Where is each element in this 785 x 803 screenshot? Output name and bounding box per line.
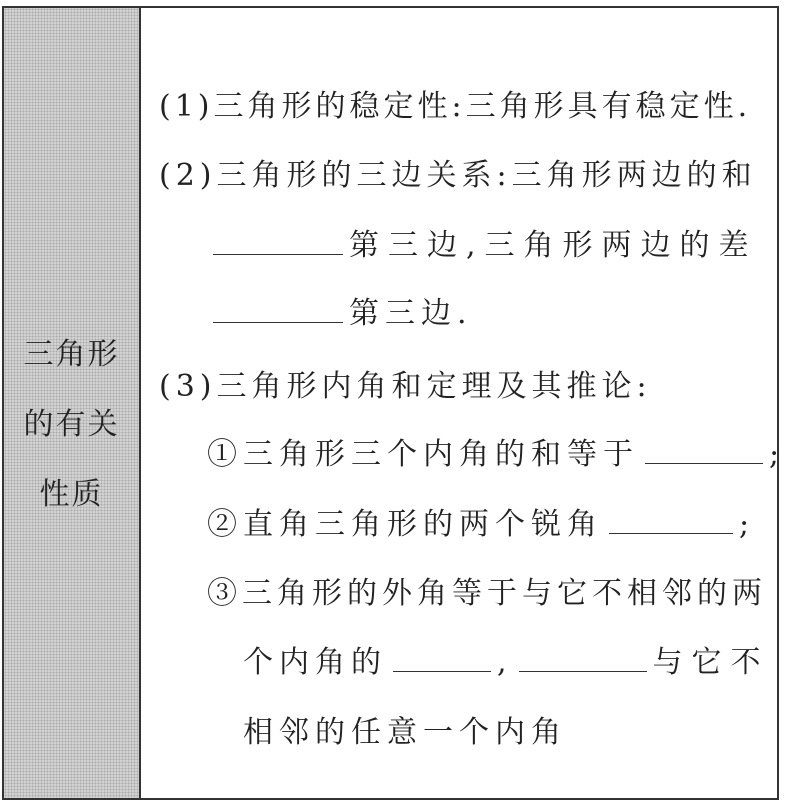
item-stability: (1)三角形的稳定性:三角形具有稳定性. [159,89,752,124]
corollary-1-end: ; [769,437,785,472]
blank-acute-angles[interactable] [609,503,733,534]
item-side-relation: (2)三角形的三边关系:三角形两边的和 [159,158,757,193]
corollary-1-text: ①三角形三个内角的和等于 [207,437,639,472]
corollary-2 [207,499,755,543]
corollary-3-line3: 相邻的任意一个内角 [243,715,567,750]
blank-angle-sum[interactable] [645,433,763,464]
content-cell [141,8,785,798]
category-label-line2: 的有关 [23,407,120,442]
property-table [2,6,785,800]
item-side-relation-text2: 第三边,三角形两边的差 [349,228,758,263]
blank-exterior-sum[interactable] [393,641,491,672]
item-side-relation-line3 [213,288,473,332]
category-label [4,320,139,530]
category-label-line1: 三角形 [23,337,120,372]
blank-exterior-compare[interactable] [519,641,647,672]
item-side-relation-line2 [213,220,758,264]
corollary-3-comma: , [497,645,513,680]
corollary-3: ③三角形的外角等于与它不相邻的两 [207,576,767,611]
category-label-line3: 性质 [39,477,104,512]
item-angle-sum-theorem: (3)三角形内角和定理及其推论: [159,369,652,404]
item-side-relation-text3: 第三边. [349,296,473,331]
corollary-1 [207,429,785,473]
corollary-3-text3: 与它不 [652,645,770,680]
corollary-2-text: ②直角三角形的两个锐角 [207,507,603,542]
blank-difference[interactable] [213,292,343,323]
corollary-3-text2: 个内角的 [243,645,387,680]
blank-sum[interactable] [213,224,343,255]
category-cell [4,8,141,798]
corollary-2-end: ; [739,507,756,542]
corollary-3-line2 [243,637,770,681]
